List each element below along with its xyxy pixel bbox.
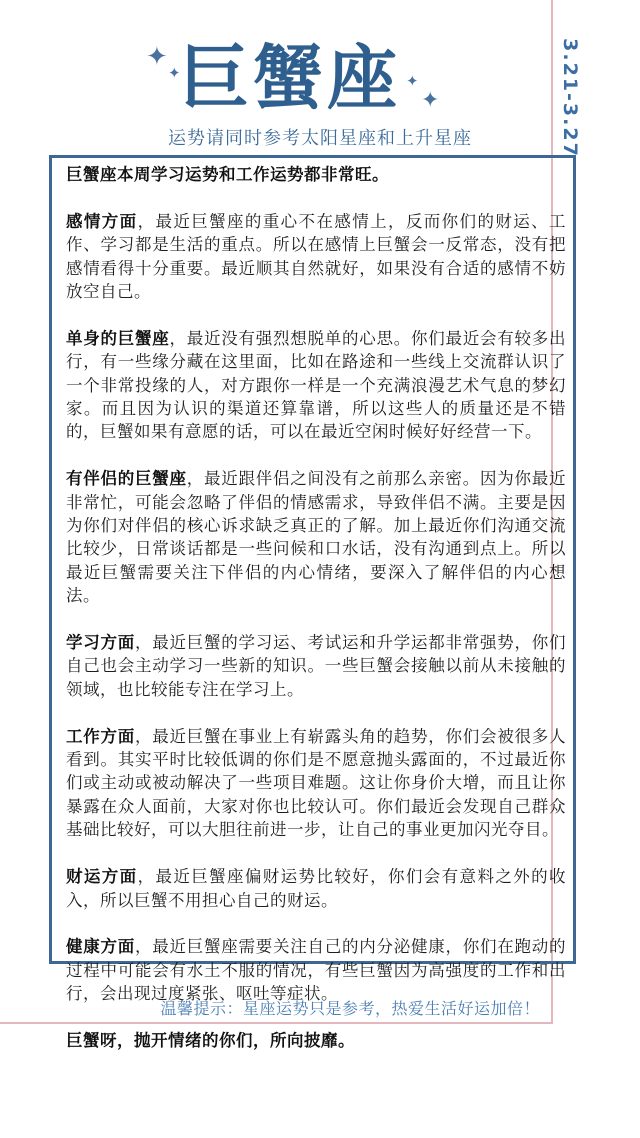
closing-paragraph (66, 1029, 566, 1052)
section-text: ，最近巨蟹座需要关注自己的内分泌健康，你们在跑动的过程中可能会有水土不服的情况，有些巨蟹因为高强度的工作和出行，会出现过度紧张、呕吐等症状。 (66, 937, 566, 1004)
section-text: ，最近巨蟹的学习运、考试运和升学运都非常强势，你们自己也会主动学习一些新的知识。一些巨蟹会接触以前从未接触的领域，也比较能专注在学习上。 (66, 633, 566, 699)
sparkle-icon: ✦ (146, 42, 168, 72)
sparkle-icon: ✦ (168, 64, 181, 82)
section-heading: 工作方面 (66, 726, 135, 746)
section-text: ，最近巨蟹在事业上有崭露头角的趋势，你们会被很多人看到。其实平时比较低调的你们是不愿意抛头露面的，不过最近你们或主动或被动解决了一些项目难题。这让你身价大增，而且让你暴露在众人面前，大家对你也比较认可。你们最近会发现自己群众基础比较好，可以大胆往前进一步，让自己的事业更加闪光夺目。 (66, 726, 566, 840)
section-heading: 健康方面 (66, 937, 135, 957)
section-heading: 学习方面 (66, 633, 135, 653)
section-paragraph (66, 865, 566, 912)
sparkle-icon: ✦ (406, 72, 419, 90)
section-paragraph (66, 935, 566, 1005)
date-range: 3.21-3.27 (559, 38, 581, 158)
intro-paragraph (66, 163, 566, 186)
section-paragraph (66, 467, 566, 607)
subtitle: 运势请同时参考太阳星座和上升星座 (168, 128, 472, 149)
sparkle-icon: ✦ (421, 88, 440, 113)
content-body (66, 163, 566, 1076)
section-text: ，最近巨蟹座偏财运势比较好，你们会有意料之外的收入，所以巨蟹不用担心自己的财运。 (66, 867, 567, 910)
closing-text: 巨蟹呀，抛开情绪的你们，所向披靡。 (66, 1030, 355, 1050)
page-title: 巨蟹座 (179, 37, 401, 119)
section-text: ，最近没有强烈想脱单的心思。你们最近会有较多出行，有一些缘分藏在这里面，比如在路途和一些线上交流群认识了一个非常投缘的人，对方跟你一样是一个充满浪漫艺术气息的梦幻家。而且因为认识的渠道还算靠谱，所以这些人的质量还是不错的，巨蟹如果有意愿的话，可以在最近空闲时候好好经营一下。 (66, 328, 566, 442)
section-heading: 单身的巨蟹座 (66, 328, 170, 348)
section-heading: 财运方面 (66, 867, 138, 887)
section-text: ，最近巨蟹座的重心不在感情上，反而你们的财运、工作、学习都是生活的重点。所以在感情上巨蟹会一反常态，没有把感情看得十分重要。最近顺其自然就好，如果没有合适的感情不妨放空自己。 (66, 211, 567, 302)
section-text: ，最近跟伴侣之间没有之前那么亲密。因为你最近非常忙，可能会忽略了伴侣的情感需求，导致伴侣不满。主要是因为你们对伴侣的核心诉求缺乏真正的了解。加上最近你们沟通交流比较少，日常谈话都是一些问候和口水话，没有沟通到点上。所以最近巨蟹需要关注下伴侣的内心情绪，要深入了解伴侣的内心想法。 (66, 469, 566, 606)
section-heading: 有伴侣的巨蟹座 (66, 469, 187, 489)
section-paragraph (66, 210, 566, 304)
section-paragraph (66, 631, 566, 701)
section-paragraph (66, 327, 566, 444)
section-paragraph (66, 725, 566, 842)
footer-tip: 温馨提示：星座运势只是参考，热爱生活好运加倍！ (160, 999, 540, 1018)
intro-text: 巨蟹座本周学习运势和工作运势都非常旺。 (66, 165, 389, 184)
section-heading: 感情方面 (66, 211, 138, 231)
